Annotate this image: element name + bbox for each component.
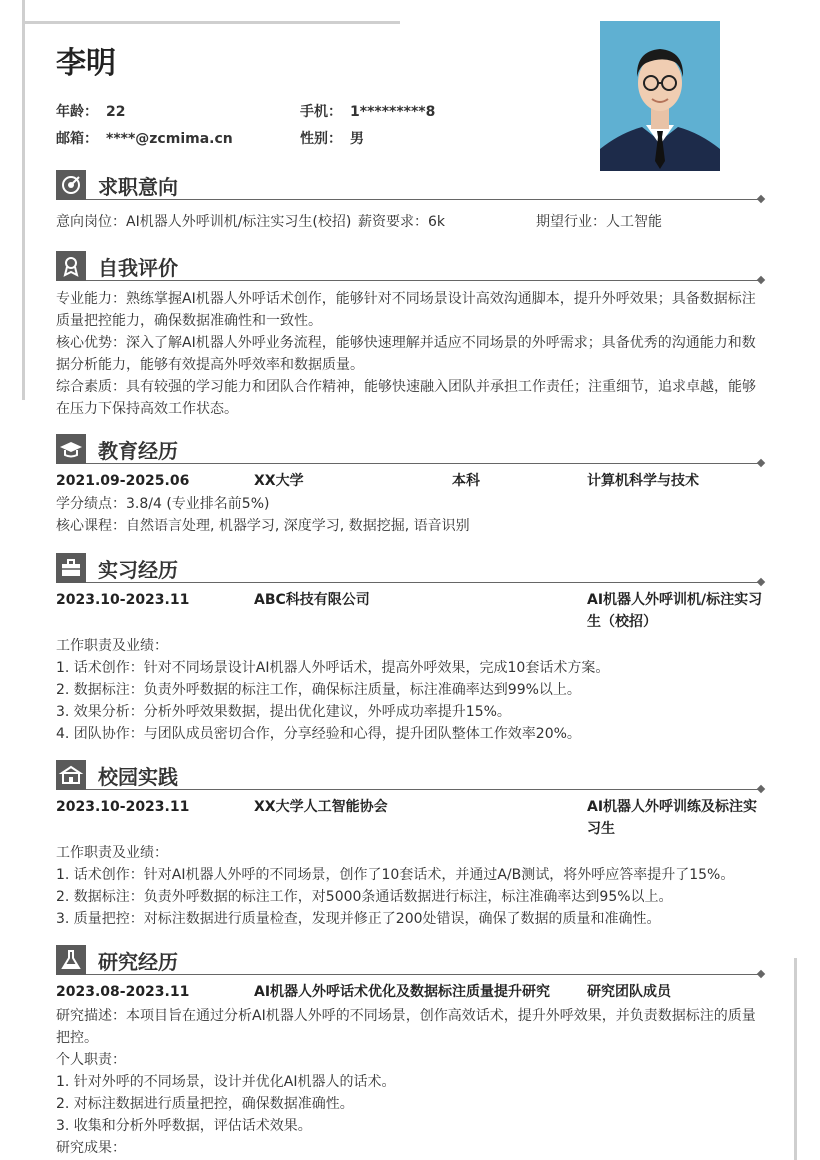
- section-campus-header: [56, 760, 764, 790]
- internship-line: 2. 数据标注：负责外呼数据的标注工作，确保标注质量，标注准确率达到99%以上。: [56, 682, 581, 698]
- self-eval-item: 核心优势：深入了解AI机器人外呼业务流程，能够快速理解并适应不同场景的外呼需求；具备优秀的沟通能力和数据分析能力，能够有效提高外呼效率和数据质量。: [56, 335, 756, 373]
- email-info: [56, 128, 233, 148]
- section-internship-header: [56, 553, 764, 583]
- gender-label: 性别：: [300, 131, 342, 147]
- age-label: 年龄：: [56, 104, 98, 120]
- education-details: [56, 493, 766, 537]
- campus-role: [587, 796, 767, 840]
- decor-right-bar: [794, 958, 797, 1160]
- research-line: 研究成果：: [56, 1140, 126, 1156]
- research-details: [56, 1005, 766, 1159]
- age-value: 22: [106, 104, 126, 120]
- research-date: 2023.08-2023.11: [56, 984, 190, 1000]
- research-line: 3. 收集和分析外呼数据，评估话术效果。: [56, 1118, 312, 1134]
- section-education-header: [56, 434, 764, 464]
- education-school: XX大学: [254, 473, 304, 489]
- phone-info: [300, 101, 435, 121]
- divider-end-dot: [757, 276, 765, 284]
- graduation-cap-icon: [56, 434, 86, 464]
- internship-line: 1. 话术创作：针对不同场景设计AI机器人外呼话术，提高外呼效果，完成10套话术方案。: [56, 660, 610, 676]
- portrait-illustration: [600, 21, 720, 171]
- education-date: 2021.09-2025.06: [56, 473, 190, 489]
- section-title: 研究经历: [98, 950, 178, 974]
- campus-org: XX大学人工智能协会: [254, 799, 388, 815]
- research-line: 个人职责：: [56, 1052, 126, 1068]
- gender-value: 男: [350, 131, 364, 147]
- gender-info: [300, 128, 364, 148]
- target-icon: [56, 170, 86, 200]
- section-self-header: [56, 251, 764, 281]
- campus-line: 1. 话术创作：针对AI机器人外呼的不同场景，创作了10套话术，并通过A/B测试，将外呼应答率提升了15%。: [56, 867, 735, 883]
- self-eval-item: 综合素质：具有较强的学习能力和团队合作精神，能够快速融入团队并承担工作责任；注重细节，追求卓越，能够在压力下保持高效工作状态。: [56, 379, 756, 417]
- section-divider: [86, 463, 760, 464]
- flask-icon: [56, 945, 86, 975]
- self-eval-block: [56, 288, 766, 420]
- phone-label: 手机：: [300, 104, 342, 120]
- divider-end-dot: [757, 578, 765, 586]
- education-line: 核心课程：自然语言处理, 机器学习, 深度学习, 数据挖掘, 语音识别: [56, 518, 470, 534]
- briefcase-icon: [56, 553, 86, 583]
- internship-line: 3. 效果分析：分析外呼效果数据，提出优化建议，外呼成功率提升15%。: [56, 704, 511, 720]
- campus-role-line: 习生: [587, 821, 615, 837]
- campus-line: 3. 质量把控：对标注数据进行质量检查，发现并修正了200处错误，确保了数据的质量和准确性。: [56, 911, 661, 927]
- email-value: ****@zcmima.cn: [106, 131, 233, 147]
- internship-date: 2023.10-2023.11: [56, 592, 190, 608]
- candidate-name: 李明: [56, 46, 116, 81]
- section-divider: [86, 582, 760, 583]
- divider-end-dot: [757, 970, 765, 978]
- campus-role-line: AI机器人外呼训练及标注实: [587, 799, 758, 815]
- self-eval-item: 专业能力：熟练掌握AI机器人外呼话术创作，能够针对不同场景设计高效沟通脚本，提升外呼效果；具备数据标注质量把控能力，确保数据准确性和一致性。: [56, 291, 756, 329]
- research-line: 研究描述：本项目旨在通过分析AI机器人外呼的不同场景，创作高效话术，提升外呼效果，并负责数据标注的质量把控。: [56, 1008, 756, 1046]
- section-divider: [86, 789, 760, 790]
- section-research-header: [56, 945, 764, 975]
- internship-role-line: 生（校招）: [587, 614, 657, 630]
- decor-left-bar: [22, 0, 25, 400]
- email-label: 邮箱：: [56, 131, 98, 147]
- research-line: 1. 针对外呼的不同场景，设计并优化AI机器人的话术。: [56, 1074, 396, 1090]
- school-building-icon: [56, 760, 86, 790]
- section-title: 校园实践: [98, 765, 178, 789]
- section-title: 求职意向: [98, 175, 178, 199]
- campus-line: 2. 数据标注：负责外呼数据的标注工作，对5000条通话数据进行标注，标注准确率达到95%以上。: [56, 889, 673, 905]
- section-divider: [86, 199, 760, 200]
- internship-line: 4. 团队协作：与团队成员密切合作，分享经验和心得，提升团队整体工作效率20%。: [56, 726, 581, 742]
- section-divider: [86, 280, 760, 281]
- divider-end-dot: [757, 459, 765, 467]
- campus-details: [56, 842, 766, 930]
- divider-end-dot: [757, 785, 765, 793]
- age-info: [56, 101, 125, 121]
- profile-photo: [600, 21, 720, 171]
- internship-details: [56, 635, 766, 745]
- section-intent-header: [56, 170, 764, 200]
- education-degree: 本科: [452, 473, 480, 489]
- internship-line: 工作职责及业绩：: [56, 638, 168, 654]
- intent-industry: 期望行业：人工智能: [536, 214, 662, 230]
- internship-company: ABC科技有限公司: [254, 592, 370, 608]
- section-title: 教育经历: [98, 439, 178, 463]
- section-title: 自我评价: [98, 256, 178, 280]
- research-role: 研究团队成员: [587, 984, 671, 1000]
- internship-role-line: AI机器人外呼训机/标注实习: [587, 592, 763, 608]
- decor-top-bar: [22, 21, 400, 24]
- internship-role: [587, 589, 767, 633]
- intent-position: 意向岗位：AI机器人外呼训机/标注实习生(校招): [56, 214, 352, 230]
- education-line: 学分绩点：3.8/4 (专业排名前5%): [56, 496, 270, 512]
- section-divider: [86, 974, 760, 975]
- award-icon: [56, 251, 86, 281]
- research-project: AI机器人外呼话术优化及数据标注质量提升研究: [254, 984, 551, 1000]
- campus-date: 2023.10-2023.11: [56, 799, 190, 815]
- research-line: 2. 对标注数据进行质量把控，确保数据准确性。: [56, 1096, 354, 1112]
- phone-value: 1*********8: [350, 104, 436, 120]
- education-major: 计算机科学与技术: [587, 473, 699, 489]
- divider-end-dot: [757, 195, 765, 203]
- campus-line: 工作职责及业绩：: [56, 845, 168, 861]
- section-title: 实习经历: [98, 558, 178, 582]
- intent-salary: 薪资要求：6k: [358, 214, 446, 230]
